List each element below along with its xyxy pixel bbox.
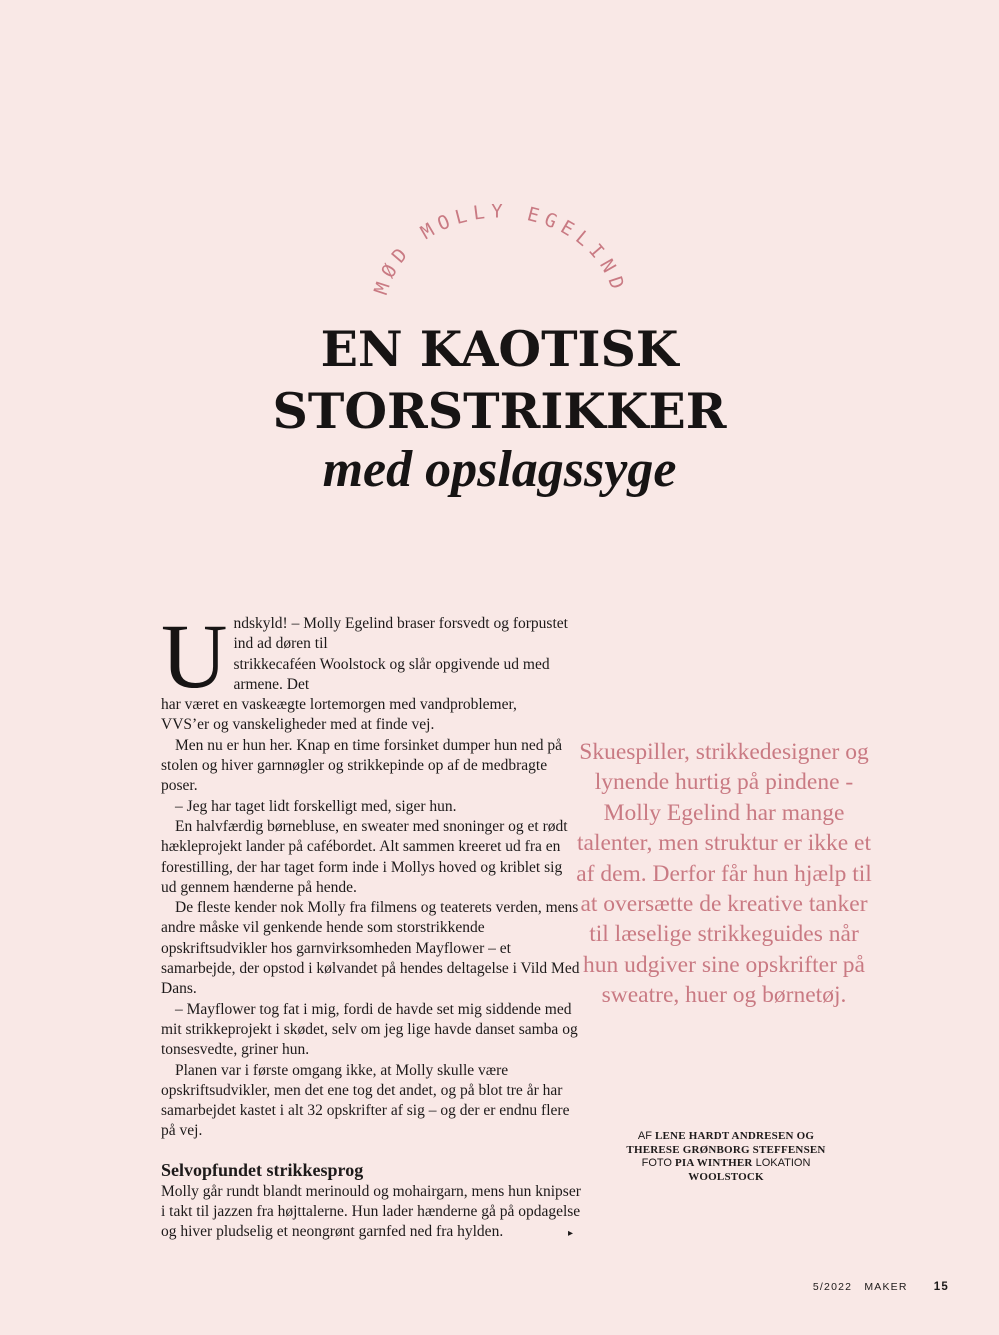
kicker-arc	[360, 190, 640, 320]
article-body	[161, 605, 581, 1243]
page-folio	[813, 1281, 949, 1293]
body-paragraph: Men nu er hun her. Knap en time forsinket dumper hun ned på stolen og hiver garnnøgler og strikkepinde op af de medbragte poser.	[161, 736, 562, 795]
byline-af-label: AF	[637, 1130, 652, 1142]
headline-line-1: EN KAOTISK	[320, 320, 679, 378]
section-subhead: Selvopfundet strikkesprog	[161, 1159, 364, 1180]
intro-line: VVS’er og vanskeligheder med at finde vej.	[161, 716, 435, 734]
body-paragraph: Molly går rundt blandt merinould og mohairgarn, mens hun knipser i takt til jazzen fra højttalerne. Hun lader hænderne gå på opdagelse og hiver pludselig et neongrønt garnfed ned fra hylden.	[161, 1182, 581, 1241]
intro-line: har været en vaskeægte lortemorgen med vandproblemer,	[161, 696, 517, 714]
kicker-text	[370, 201, 630, 298]
byline	[626, 1130, 826, 1184]
byline-foto-label: FOTO	[641, 1157, 672, 1170]
body-paragraph: Planen var i første omgang ikke, at Molly skulle være opskriftsudvikler, men det ene tog det andet, og på blot tre år har samarbejdet kastet i alt 32 opskrifter af sig – og der er endnu flere på vej.	[161, 1061, 570, 1140]
byline-authors: LENE HARDT ANDRESEN OG THERESE GRØNBORG STEFFENSEN	[626, 1130, 826, 1156]
byline-lokation-label: LOKATION	[755, 1157, 811, 1170]
headline	[0, 318, 999, 498]
folio-issue: 5/2022	[812, 1281, 853, 1293]
headline-line-2: STORSTRIKKER	[272, 382, 727, 440]
folio-magazine: MAKER	[864, 1281, 908, 1293]
intro-line: strikkecaféen Woolstock og slår opgivende ud med armene. Det	[233, 655, 550, 693]
kicker-textpath: MØD MOLLY EGELIND	[370, 200, 630, 298]
body-paragraph: – Mayflower tog fat i mig, fordi de havde set mig siddende med mit strikkeprojekt i skødet, selv om jeg lige havde danset samba og tonsesvedte, griner hun.	[161, 1000, 578, 1059]
intro-line: ndskyld! – Molly Egelind braser forsvedt og forpustet ind ad døren til	[233, 615, 568, 653]
byline-location: WOOLSTOCK	[688, 1170, 764, 1183]
headline-line-3: med opslagssyge	[322, 441, 677, 498]
drop-cap: U	[161, 605, 228, 707]
body-paragraph: – Jeg har taget lidt forskelligt med, siger hun.	[175, 797, 457, 815]
byline-photographer: PIA WINTHER	[675, 1157, 753, 1170]
body-paragraph: En halvfærdig børnebluse, en sweater med snoninger og et rødt hækleprojekt lander på cafébordet. Alt sammen kreeret ud fra en forestilling, der har taget form inde i Mollys hoved og kriblet sig ud gennem hænderne på hende.	[161, 817, 568, 896]
pull-quote: Skuespiller, strikkedesigner og lynende hurtig på pindene - Molly Egelind har mange talenter, men struktur er ikke et af dem. Derfor får hun hjælp til at oversætte de kreative tanker til læselige strikkeguides når hun udgiver sine opskrifter på sweatre, huer og børnetøj.	[576, 739, 872, 1009]
body-paragraph: De fleste kender nok Molly fra filmens og teaterets verden, mens andre måske vil genkende hende som storstrikkende opskriftsudvikler hos garnvirksomheden Mayflower – et samarbejde, der opstod i kølvandet på hendes deltagelse i Vild Med Dans.	[161, 899, 580, 998]
continue-arrow-icon: ▸	[568, 1228, 574, 1239]
page-number: 15	[933, 1281, 949, 1293]
